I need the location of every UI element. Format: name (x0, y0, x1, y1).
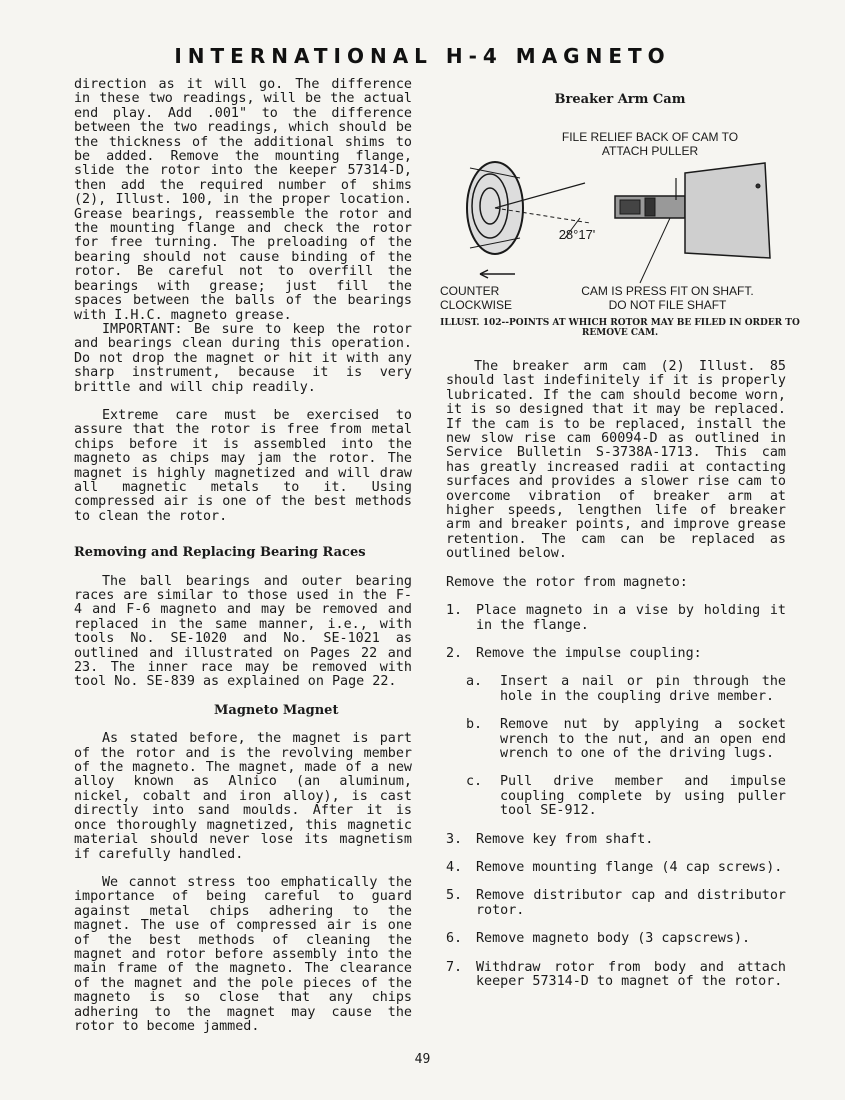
page-number: 49 (414, 1052, 431, 1067)
step-4: 4. Remove mounting flange (4 cap screws). (446, 859, 783, 875)
paragraph: direction as it will go. The difference in these two readings, will be the actual end play. Add .001" to the difference between the two readings, which should be the thickness of the additional shims to be added. Remove the mounting flange, slide the rotor into the keeper 57314-D, then add the required number of shims (2), Illust. 100, in the proper location. Grease bearings, reassemble the rotor and the mounting flange and check the rotor for free turning. The preloading of the bearing should not cause binding of the rotor. Be careful not to overfill the bearings with grease; just fill the spaces between the balls of the bearings with I.H.C. magneto grease. (74, 77, 412, 323)
figure-caption: ILLUST. 102--POINTS AT WHICH ROTOR MAY BE FILED IN ORDER TO REMOVE CAM. (440, 318, 800, 338)
step-6: 6. Remove magneto body (3 capscrews). (446, 931, 751, 947)
step-2b: b. Remove nut by applying a socket wrench to the nut, and an open end wrench to one of the driving lugs. (466, 717, 786, 761)
paragraph: The ball bearings and outer bearing races are similar to those used in the F-4 and F-6 magneto and may be removed and replaced in the same manner, i.e., with tools No. SE-1020 and No. SE-1021 as outlined and illustrated on Pages 22 and 23. The inner race may be removed with tool No. SE-839 as explained on Page 22. (74, 573, 412, 690)
paragraph: We cannot stress too emphatically the importance of being careful to guard against metal chips adhering to the magnet. The use of compressed air is one of the best methods of cleaning the magnet and rotor before assembly into the main frame of the magneto. The clearance of the magnet and the pole pieces of the magneto is so close that any chips adhering to the magnet may cause the rotor to become jammed. (74, 874, 412, 1034)
paragraph: The breaker arm cam (2) Illust. 85 should last indefinitely if it is properly lubricated. If the cam should become worn, it is so designed that it may be replaced. If the cam is to be replaced, install the new slow rise cam 60094-D as outlined in Service Bulletin S-3738A-1713. This cam has greatly increased radii at contacting surfaces and provides a slower rise cam to overcome vibration of breaker arm at higher speeds, lengthen life of breaker arm and breaker points, and improve grease retention. The cam can be replaced as outlined below. (446, 359, 786, 562)
paragraph: As stated before, the magnet is part of the rotor and is the revolving member of the magneto. The magnet, made of a new alloy known as Alnico (an aluminum, nickel, cobalt and iron alloy), is cast directly into sand moulds. After it is once thoroughly magnetized, this magnetic material should never lose its magnetism if carefully handled. (74, 731, 412, 862)
section-heading-magneto-magnet: Magneto Magnet (214, 702, 339, 718)
page-header: INTERNATIONAL H-4 MAGNETO (174, 44, 671, 68)
left-column (74, 78, 412, 1034)
label-angle: 28°17' (558, 227, 596, 242)
step-3: 3. Remove key from shaft. (446, 831, 654, 847)
procedure-intro: Remove the rotor from magneto: (446, 574, 688, 590)
illustration-breaker-arm-cam (440, 78, 800, 350)
label-press-fit: CAM IS PRESS FIT ON SHAFT. DO NOT FILE SHAFT (581, 284, 754, 312)
cam-drawing (440, 78, 800, 288)
step-2a: a. Insert a nail or pin through the hole in the coupling drive member. (466, 674, 786, 704)
paragraph: Extreme care must be exercised to assure that the rotor is free from metal chips before it is assembled into the magneto as chips may jam the rotor. The magnet is highly magnetized and will draw all magnetic metals to it. Using compressed air is one of the best methods to clean the rotor. (74, 407, 412, 524)
label-file-relief: FILE RELIEF BACK OF CAM TO ATTACH PULLER (561, 130, 739, 158)
step-2c: c. Pull drive member and impulse coupling complete by using puller tool SE-912. (466, 774, 786, 819)
section-heading-bearing-races: Removing and Replacing Bearing Races (74, 545, 366, 561)
step-2: 2. Remove the impulse coupling: (446, 645, 702, 661)
step-7: 7. Withdraw rotor from body and attach keeper 57314-D to magnet of the rotor. (446, 959, 786, 989)
right-column (446, 360, 786, 989)
label-counter-clockwise: COUNTER CLOCKWISE (440, 284, 513, 312)
step-1: 1. Place magneto in a vise by holding it in the flange. (446, 603, 786, 633)
step-5: 5. Remove distributor cap and distributor rotor. (446, 888, 786, 918)
important-paragraph: IMPORTANT: Be sure to keep the rotor and bearings clean during this operation. Do not drop the magnet or hit it with any sharp instrument, because it is very brittle and will chip readily. (74, 321, 412, 395)
figure-title: Breaker Arm Cam (554, 92, 686, 107)
